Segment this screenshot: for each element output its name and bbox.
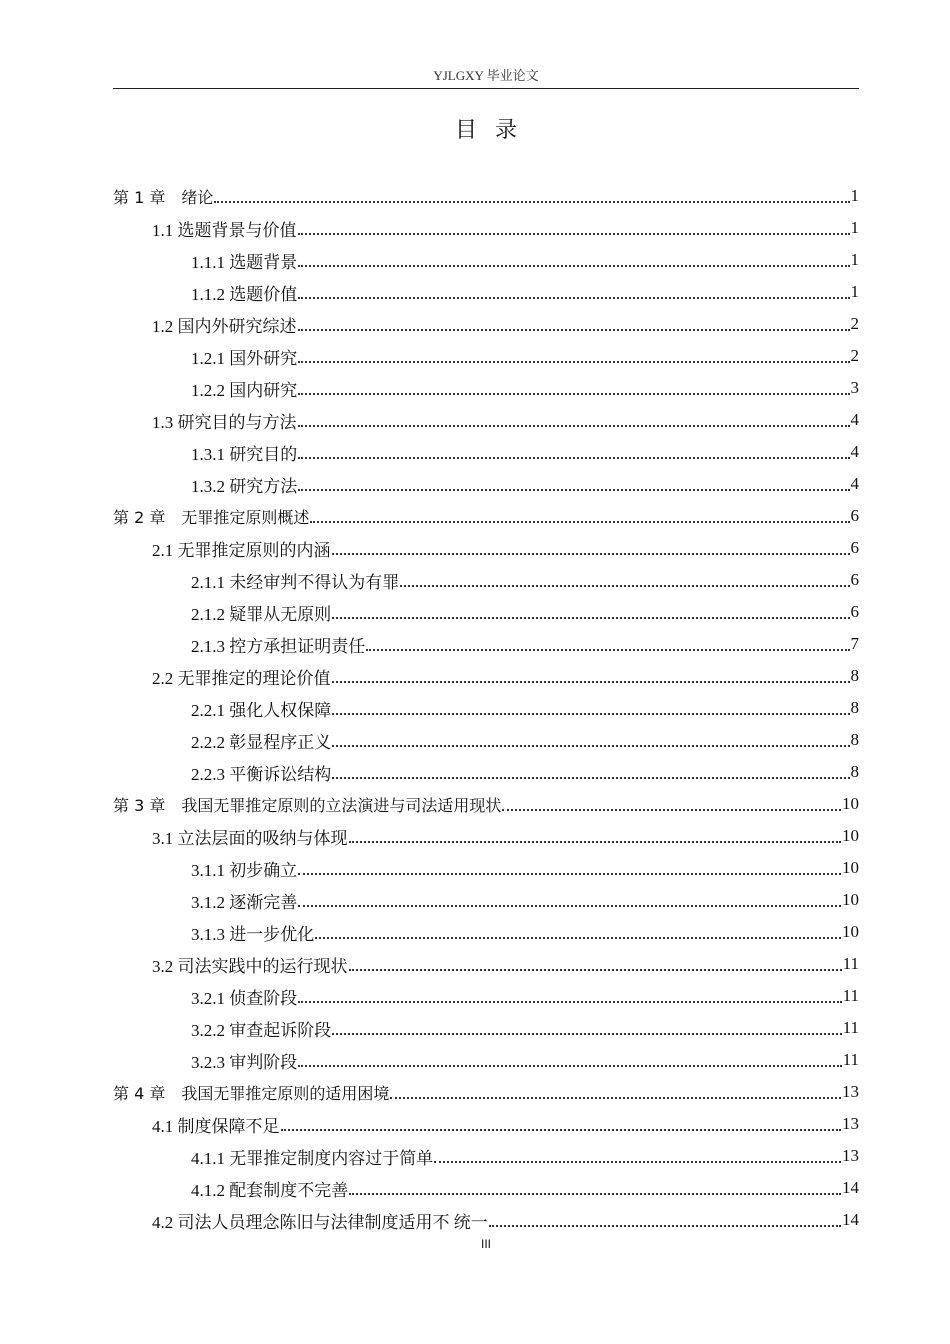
toc-entry-page-number: 6 <box>850 570 859 589</box>
toc-entry-page-number: 10 <box>842 794 859 813</box>
toc-subsection-entry[interactable] <box>113 1044 859 1076</box>
toc-title: 目录 <box>454 118 535 143</box>
toc-entry-title: 第 1 章 绪论 <box>113 187 214 207</box>
toc-subsection-entry[interactable] <box>113 372 859 404</box>
toc-dot-leader <box>349 952 842 971</box>
toc-section-entry[interactable] <box>113 1204 859 1236</box>
toc-dot-leader <box>332 664 850 683</box>
toc-dot-leader <box>298 312 850 331</box>
toc-entry-page-number: 14 <box>842 1210 859 1229</box>
toc-dot-leader <box>349 1176 841 1195</box>
toc-entry-title: 2.1.1 未经审判不得认为有罪 <box>191 572 400 592</box>
toc-dot-leader <box>332 728 849 747</box>
toc-entry-title: 1.3 研究目的与方法 <box>152 412 297 432</box>
toc-entry-title: 3.2.1 侦查阶段 <box>191 988 298 1008</box>
toc-subsection-entry[interactable] <box>113 884 859 916</box>
toc-dot-leader <box>502 792 841 811</box>
toc-entry-page-number: 6 <box>850 538 859 557</box>
toc-dot-leader <box>298 376 849 395</box>
table-of-contents <box>113 180 859 1236</box>
toc-chapter-entry[interactable] <box>113 500 859 532</box>
toc-entry-page-number: 14 <box>842 1178 859 1197</box>
toc-entry-title: 第 4 章 我国无罪推定原则的适用困境 <box>113 1083 390 1103</box>
toc-entry-title: 3.1.2 逐渐完善 <box>191 892 298 912</box>
toc-section-entry[interactable] <box>113 532 859 564</box>
toc-dot-leader <box>315 920 841 939</box>
toc-dot-leader <box>390 1080 841 1099</box>
toc-subsection-entry[interactable] <box>113 596 859 628</box>
toc-entry-page-number: 2 <box>850 314 859 333</box>
toc-entry-page-number: 8 <box>850 698 859 717</box>
header-rule <box>113 88 859 89</box>
toc-dot-leader <box>332 696 849 715</box>
toc-entry-page-number: 13 <box>842 1082 859 1101</box>
toc-dot-leader <box>489 1208 841 1227</box>
toc-entry-page-number: 11 <box>842 1050 859 1069</box>
toc-entry-page-number: 3 <box>850 378 859 397</box>
toc-entry-title: 3.1 立法层面的吸纳与体现 <box>152 828 348 848</box>
toc-entry-title: 1.2.1 国外研究 <box>191 348 298 368</box>
toc-entry-title: 1.1.2 选题价值 <box>191 284 298 304</box>
toc-entry-page-number: 11 <box>842 986 859 1005</box>
toc-dot-leader <box>332 536 850 555</box>
toc-subsection-entry[interactable] <box>113 276 859 308</box>
toc-entry-page-number: 11 <box>842 954 859 973</box>
toc-entry-page-number: 10 <box>842 858 859 877</box>
toc-subsection-entry[interactable] <box>113 980 859 1012</box>
toc-subsection-entry[interactable] <box>113 564 859 596</box>
page-header: YJLGXY 毕业论文 <box>433 68 539 83</box>
toc-dot-leader <box>332 760 849 779</box>
toc-subsection-entry[interactable] <box>113 916 859 948</box>
toc-entry-title: 2.2.3 平衡诉讼结构 <box>191 764 332 784</box>
toc-subsection-entry[interactable] <box>113 244 859 276</box>
toc-entry-title: 3.2 司法实践中的运行现状 <box>152 956 348 976</box>
toc-entry-page-number: 10 <box>842 922 859 941</box>
toc-entry-title: 3.1.1 初步确立 <box>191 860 298 880</box>
toc-dot-leader <box>349 824 842 843</box>
toc-entry-title: 1.2.2 国内研究 <box>191 380 298 400</box>
toc-dot-leader <box>298 408 850 427</box>
toc-subsection-entry[interactable] <box>113 1172 859 1204</box>
toc-entry-page-number: 10 <box>842 826 859 845</box>
toc-chapter-entry[interactable] <box>113 788 859 820</box>
toc-entry-page-number: 4 <box>850 410 859 429</box>
toc-dot-leader <box>298 1048 841 1067</box>
toc-dot-leader <box>298 888 841 907</box>
toc-dot-leader <box>298 248 849 267</box>
toc-entry-title: 2.1.3 控方承担证明责任 <box>191 636 366 656</box>
toc-entry-page-number: 8 <box>850 762 859 781</box>
toc-chapter-entry[interactable] <box>113 180 859 212</box>
toc-entry-title: 4.1.1 无罪推定制度内容过于简单 <box>191 1148 434 1168</box>
page-number-footer: III <box>480 1237 491 1251</box>
toc-entry-title: 3.2.2 审查起诉阶段 <box>191 1020 332 1040</box>
toc-entry-title: 3.2.3 审判阶段 <box>191 1052 298 1072</box>
toc-dot-leader <box>400 568 849 587</box>
toc-entry-page-number: 13 <box>842 1146 859 1165</box>
toc-entry-page-number: 4 <box>850 442 859 461</box>
toc-subsection-entry[interactable] <box>113 468 859 500</box>
toc-dot-leader <box>310 504 849 523</box>
toc-entry-title: 2.2 无罪推定的理论价值 <box>152 668 331 688</box>
toc-dot-leader <box>298 984 841 1003</box>
toc-entry-title: 1.2 国内外研究综述 <box>152 316 297 336</box>
toc-dot-leader <box>332 600 849 619</box>
toc-subsection-entry[interactable] <box>113 340 859 372</box>
toc-entry-page-number: 1 <box>850 282 859 301</box>
toc-dot-leader <box>214 184 849 203</box>
toc-chapter-entry[interactable] <box>113 1076 859 1108</box>
toc-entry-page-number: 10 <box>842 890 859 909</box>
toc-entry-title: 2.2.1 强化人权保障 <box>191 700 332 720</box>
toc-entry-page-number: 1 <box>850 218 859 237</box>
toc-entry-page-number: 4 <box>850 474 859 493</box>
toc-entry-title: 4.1.2 配套制度不完善 <box>191 1180 349 1200</box>
toc-entry-page-number: 6 <box>850 506 859 525</box>
toc-entry-title: 4.2 司法人员理念陈旧与法律制度适用不 统一 <box>152 1212 488 1232</box>
toc-entry-page-number: 1 <box>850 186 859 205</box>
toc-subsection-entry[interactable] <box>113 692 859 724</box>
toc-entry-title: 4.1 制度保障不足 <box>152 1116 280 1136</box>
toc-dot-leader <box>298 856 841 875</box>
toc-subsection-entry[interactable] <box>113 1012 859 1044</box>
toc-entry-title: 1.1.1 选题背景 <box>191 252 298 272</box>
toc-subsection-entry[interactable] <box>113 852 859 884</box>
toc-dot-leader <box>366 632 849 651</box>
toc-dot-leader <box>298 216 850 235</box>
toc-section-entry[interactable] <box>113 212 859 244</box>
toc-dot-leader <box>298 440 849 459</box>
toc-dot-leader <box>298 472 849 491</box>
toc-entry-title: 第 2 章 无罪推定原则概述 <box>113 507 310 527</box>
toc-dot-leader <box>281 1112 842 1131</box>
toc-section-entry[interactable] <box>113 660 859 692</box>
toc-entry-page-number: 8 <box>850 730 859 749</box>
toc-entry-title: 1.1 选题背景与价值 <box>152 220 297 240</box>
toc-dot-leader <box>298 344 849 363</box>
toc-subsection-entry[interactable] <box>113 724 859 756</box>
toc-section-entry[interactable] <box>113 948 859 980</box>
toc-section-entry[interactable] <box>113 308 859 340</box>
toc-entry-page-number: 13 <box>842 1114 859 1133</box>
toc-dot-leader <box>434 1144 841 1163</box>
toc-entry-page-number: 1 <box>850 250 859 269</box>
toc-entry-page-number: 2 <box>850 346 859 365</box>
toc-entry-page-number: 11 <box>842 1018 859 1037</box>
toc-entry-title: 2.1.2 疑罪从无原则 <box>191 604 332 624</box>
toc-entry-page-number: 7 <box>850 634 859 653</box>
toc-entry-title: 第 3 章 我国无罪推定原则的立法演进与司法适用现状 <box>113 795 502 815</box>
toc-subsection-entry[interactable] <box>113 436 859 468</box>
toc-subsection-entry[interactable] <box>113 756 859 788</box>
toc-entry-title: 2.2.2 彰显程序正义 <box>191 732 332 752</box>
toc-entry-title: 3.1.3 进一步优化 <box>191 924 315 944</box>
toc-section-entry[interactable] <box>113 820 859 852</box>
toc-dot-leader <box>298 280 849 299</box>
toc-section-entry[interactable] <box>113 1108 859 1140</box>
toc-entry-page-number: 6 <box>850 602 859 621</box>
toc-entry-title: 2.1 无罪推定原则的内涵 <box>152 540 331 560</box>
toc-subsection-entry[interactable] <box>113 1140 859 1172</box>
toc-entry-page-number: 8 <box>850 666 859 685</box>
toc-entry-title: 1.3.2 研究方法 <box>191 476 298 496</box>
toc-dot-leader <box>332 1016 841 1035</box>
toc-subsection-entry[interactable] <box>113 628 859 660</box>
toc-entry-title: 1.3.1 研究目的 <box>191 444 298 464</box>
toc-section-entry[interactable] <box>113 404 859 436</box>
